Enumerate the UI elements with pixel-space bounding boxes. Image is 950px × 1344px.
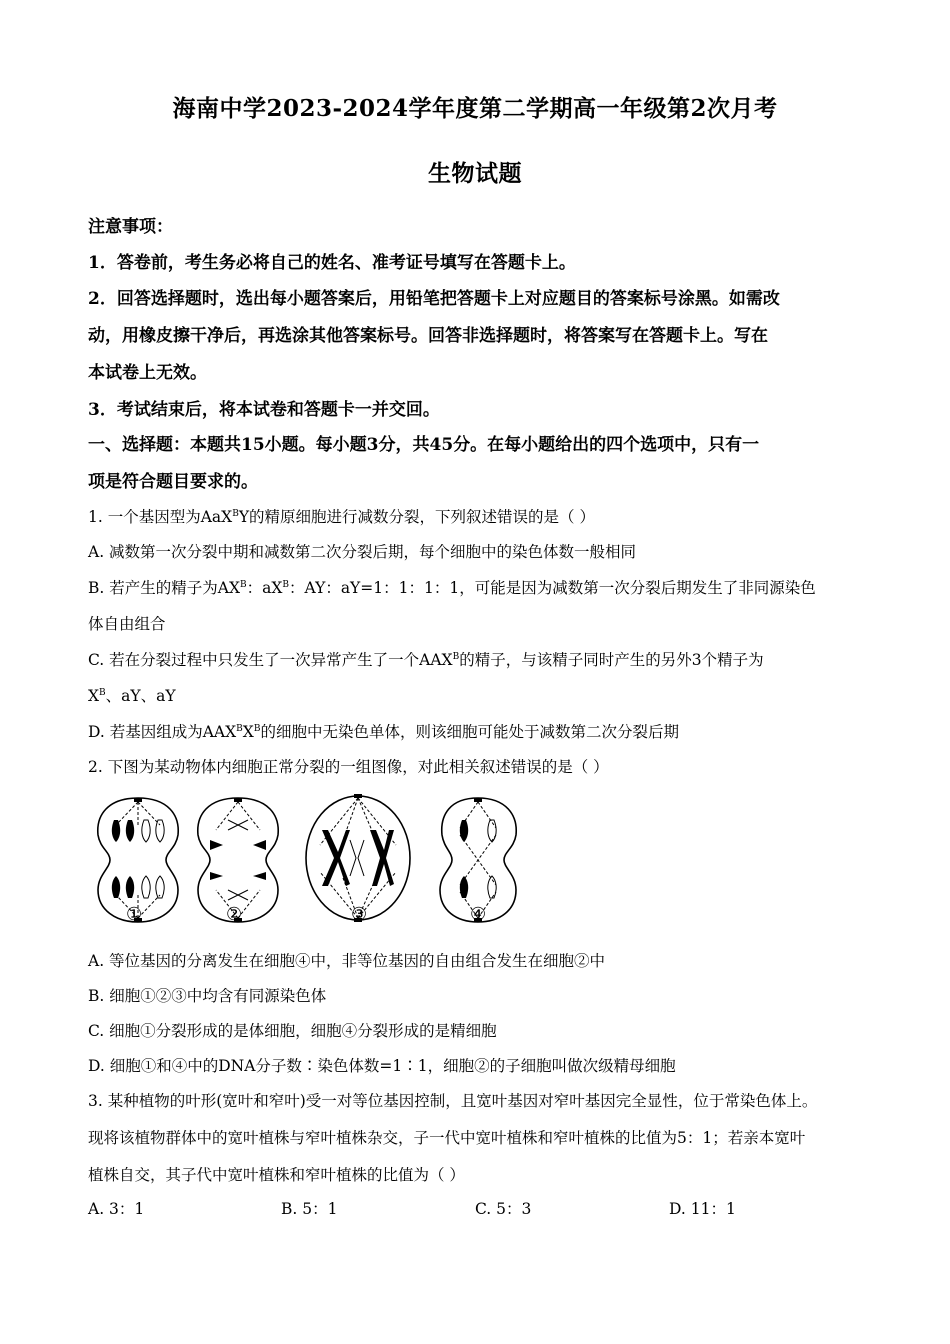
q1-option-c: C. 若在分裂过程中只发生了一次异常产生了一个$AAX^B$的精子，与该精子同时产生的另外3个精子为 <box>88 651 764 669</box>
figure-label-2: ② <box>226 904 243 925</box>
notice-item-1: 1．答卷前，考生务必将自己的姓名、准考证号填写在答题卡上。 <box>88 253 576 273</box>
q2-option-c: C. 细胞①分裂形成的是体细胞，细胞④分裂形成的是精细胞 <box>88 1022 497 1040</box>
q2-option-d: D. 细胞①和④中的DNA分子数∶染色体数=1∶1，细胞②的子细胞叫做次级精母细胞 <box>88 1057 676 1075</box>
figure-label-4: ④ <box>470 904 487 925</box>
q1-option-a: A. 减数第一次分裂中期和减数第二次分裂后期，每个细胞中的染色体数一般相同 <box>88 543 637 561</box>
notice-item-2-line-2: 动，用橡皮擦干净后，再选涂其他答案标号。回答非选择题时，将答案写在答题卡上。写在 <box>88 326 768 346</box>
q1-option-b: B. 若产生的精子为$AX^B$：$aX^B$：AY：aY=1：1：1：1，可能是因为减数第一次分裂后期发生了非同源染色 <box>88 579 816 597</box>
cell-division-figure <box>88 790 528 930</box>
q2-option-a: A. 等位基因的分离发生在细胞④中，非等位基因的自由组合发生在细胞②中 <box>88 952 606 970</box>
q1-option-c-cont: $X^B$、aY、aY <box>88 687 176 705</box>
q3-option-a: A. 3：1 <box>88 1200 145 1218</box>
q3-stem-line-3: 植株自交，其子代中宽叶植株和窄叶植株的比值为（ ） <box>88 1166 465 1184</box>
notice-heading: 注意事项： <box>88 217 173 237</box>
section-heading-line-2: 项是符合题目要求的。 <box>88 472 258 492</box>
q3-option-d: D. 11：1 <box>669 1200 736 1218</box>
notice-item-2-line-1: 2．回答选择题时，选出每小题答案后，用铅笔把答题卡上对应题目的答案标号涂黑。如需改 <box>88 289 780 309</box>
q3-option-b: B. 5：1 <box>281 1200 338 1218</box>
exam-subtitle: 生物试题 <box>428 160 522 187</box>
section-heading-line-1: 一、选择题：本题共15小题。每小题3分，共45分。在每小题给出的四个选项中，只有一 <box>88 435 760 455</box>
q1-stem: 1. 一个基因型为AaX$^B$Y的精原细胞进行减数分裂，下列叙述错误的是（ ） <box>88 508 595 526</box>
q3-stem-line-1: 3. 某种植物的叶形(宽叶和窄叶)受一对等位基因控制，且宽叶基因对窄叶基因完全显性，位于常染色体上。 <box>88 1092 818 1110</box>
notice-item-3: 3．考试结束后，将本试卷和答题卡一并交回。 <box>88 400 440 420</box>
figure-label-1: ① <box>126 904 143 925</box>
q1-option-b-cont: 体自由组合 <box>88 615 166 633</box>
q3-option-c: C. 5：3 <box>475 1200 532 1218</box>
q1-option-d: D. 若基因组成为$AAX^BX^B$的细胞中无染色单体，则该细胞可能处于减数第二次分裂后期 <box>88 723 679 741</box>
exam-title: 海南中学2023-2024学年度第二学期高一年级第2次月考 <box>172 95 778 122</box>
figure-label-3: ③ <box>351 904 368 925</box>
notice-item-2-line-3: 本试卷上无效。 <box>88 363 207 383</box>
q2-option-b: B. 细胞①②③中均含有同源染色体 <box>88 987 327 1005</box>
q3-stem-line-2: 现将该植物群体中的宽叶植株与窄叶植株杂交，子一代中宽叶植株和窄叶植株的比值为5：1；若亲本宽叶 <box>88 1129 806 1147</box>
q2-stem: 2. 下图为某动物体内细胞正常分裂的一组图像，对此相关叙述错误的是（ ） <box>88 758 609 776</box>
